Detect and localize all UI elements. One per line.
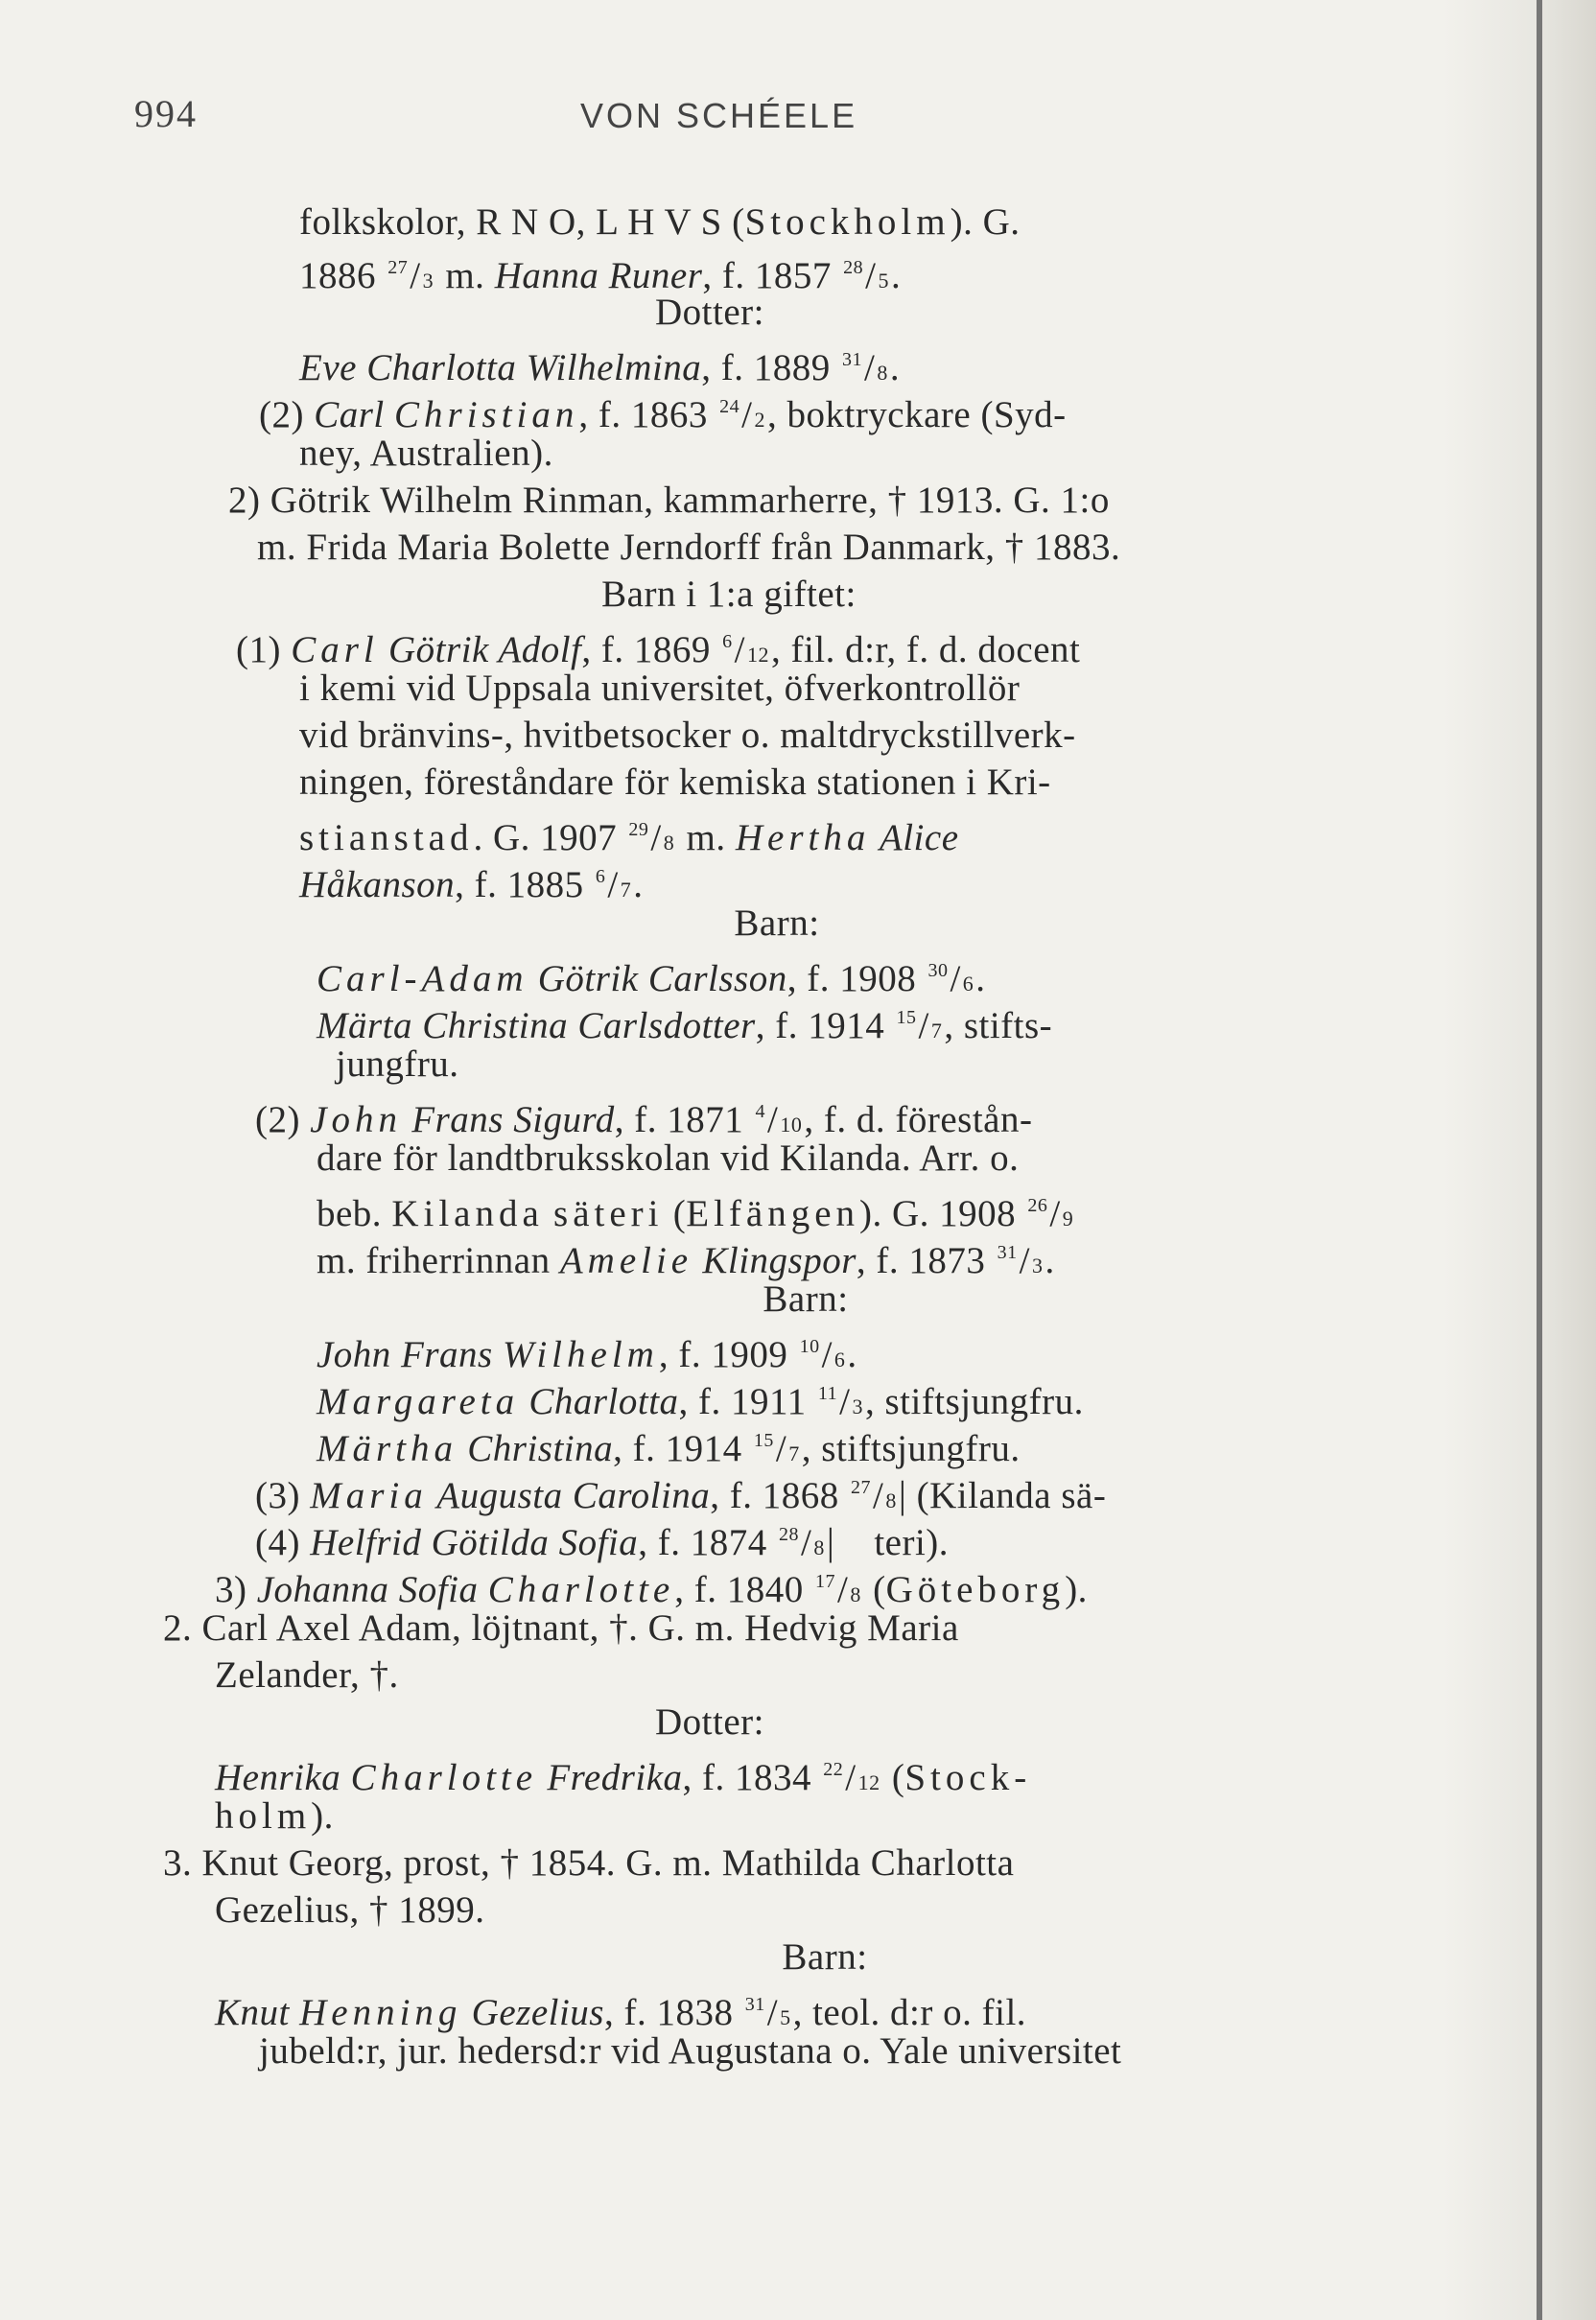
text-line: 3) Johanna Sofia Charlotte, f. 1840 $^{17}$/8 (Göteborg). — [215, 1569, 1088, 1610]
text-line: Margareta Charlotta, f. 1911 $^{11}$/3, stiftsjungfru. — [317, 1381, 1084, 1422]
text-line: 2. Carl Axel Adam, löjtnant, †. G. m. Hedvig Maria — [163, 1607, 959, 1649]
text-line: 1886 $^{27}$/3 m. Hanna Runer, f. 1857 $^{28}$/5. — [299, 255, 902, 296]
text-line: (4) Helfrid Götilda Sofia, f. 1874 $^{28}$/8| teri). — [255, 1520, 950, 1563]
text-line: John Frans Wilhelm, f. 1909 $^{10}$/6. — [317, 1334, 857, 1375]
text-line: Barn: — [734, 902, 820, 944]
text-line: m. friherrinnan Amelie Klingspor, f. 1873 $^{31}$/3. — [317, 1240, 1055, 1281]
text-line: Håkanson, f. 1885 $^6$/7. — [299, 864, 644, 905]
text-line: Gezelius, † 1899. — [215, 1889, 485, 1931]
text-line: m. Frida Maria Bolette Jerndorff från Danmark, † 1883. — [257, 527, 1121, 568]
text-line: 3. Knut Georg, prost, † 1854. G. m. Mathilda Charlotta — [163, 1842, 1015, 1884]
text-line: (2) John Frans Sigurd, f. 1871 $^4$/10, f. d. förestån- — [255, 1099, 1033, 1140]
text-line: dare för landtbruksskolan vid Kilanda. Arr. o. — [317, 1137, 1020, 1179]
text-line: Märtha Christina, f. 1914 $^{15}$/7, stiftsjungfru. — [317, 1428, 1021, 1469]
text-line: i kemi vid Uppsala universitet, öfverkontrollör — [299, 668, 1021, 709]
page-number: 994 — [134, 92, 198, 135]
text-line: ney, Australien). — [299, 433, 553, 474]
text-line: Barn: — [782, 1936, 868, 1978]
text-line: Dotter: — [655, 1701, 764, 1743]
text-line: 2) Götrik Wilhelm Rinman, kammarherre, † 1913. G. 1:o — [228, 480, 1110, 521]
text-line: Henrika Charlotte Fredrika, f. 1834 $^{22}$/12 (Stock- — [215, 1757, 1032, 1798]
text-line: Zelander, †. — [215, 1654, 399, 1696]
text-line: folkskolor, R N O, L H V S (Stockholm). G. — [299, 201, 1021, 243]
text-line: Eve Charlotta Wilhelmina, f. 1889 $^{31}$/8. — [299, 347, 901, 388]
text-line: vid bränvins-, hvitbetsocker o. maltdryckstillverk- — [299, 715, 1076, 756]
text-line: jubeld:r, jur. hedersd:r vid Augustana o. Yale universitet — [259, 2030, 1122, 2072]
text-line: Knut Henning Gezelius, f. 1838 $^{31}$/5, teol. d:r o. fil. — [215, 1992, 1027, 2033]
text-line: Barn: — [763, 1278, 849, 1320]
text-line: holm). — [215, 1795, 334, 1837]
text-line: Märta Christina Carlsdotter, f. 1914 $^{15}$/7, stifts- — [317, 1005, 1053, 1046]
text-line: Carl-Adam Götrik Carlsson, f. 1908 $^{30}$/6. — [317, 958, 986, 999]
text-line: jungfru. — [336, 1043, 459, 1085]
text-line: ningen, föreståndare för kemiska stationen i Kri- — [299, 762, 1051, 803]
text-line: (1) Carl Götrik Adolf, f. 1869 $^6$/12, fil. d:r, f. d. docent — [236, 629, 1081, 670]
text-line: Dotter: — [655, 292, 764, 333]
text-line: Barn i 1:a giftet: — [601, 574, 857, 615]
text-line: stianstad. G. 1907 $^{29}$/8 m. Hertha Alice — [299, 817, 959, 858]
text-line: (3) Maria Augusta Carolina, f. 1868 $^{27}$/8| (Kilanda sä- — [255, 1473, 1107, 1516]
running-head: VON SCHÉELE — [580, 96, 858, 135]
text-line: (2) Carl Christian, f. 1863 $^{24}$/2, boktryckare (Syd- — [259, 394, 1067, 435]
text-line: beb. Kilanda säteri (Elfängen). G. 1908 $^{26}$/9 — [317, 1193, 1074, 1234]
page-edge-line — [1537, 0, 1542, 2320]
